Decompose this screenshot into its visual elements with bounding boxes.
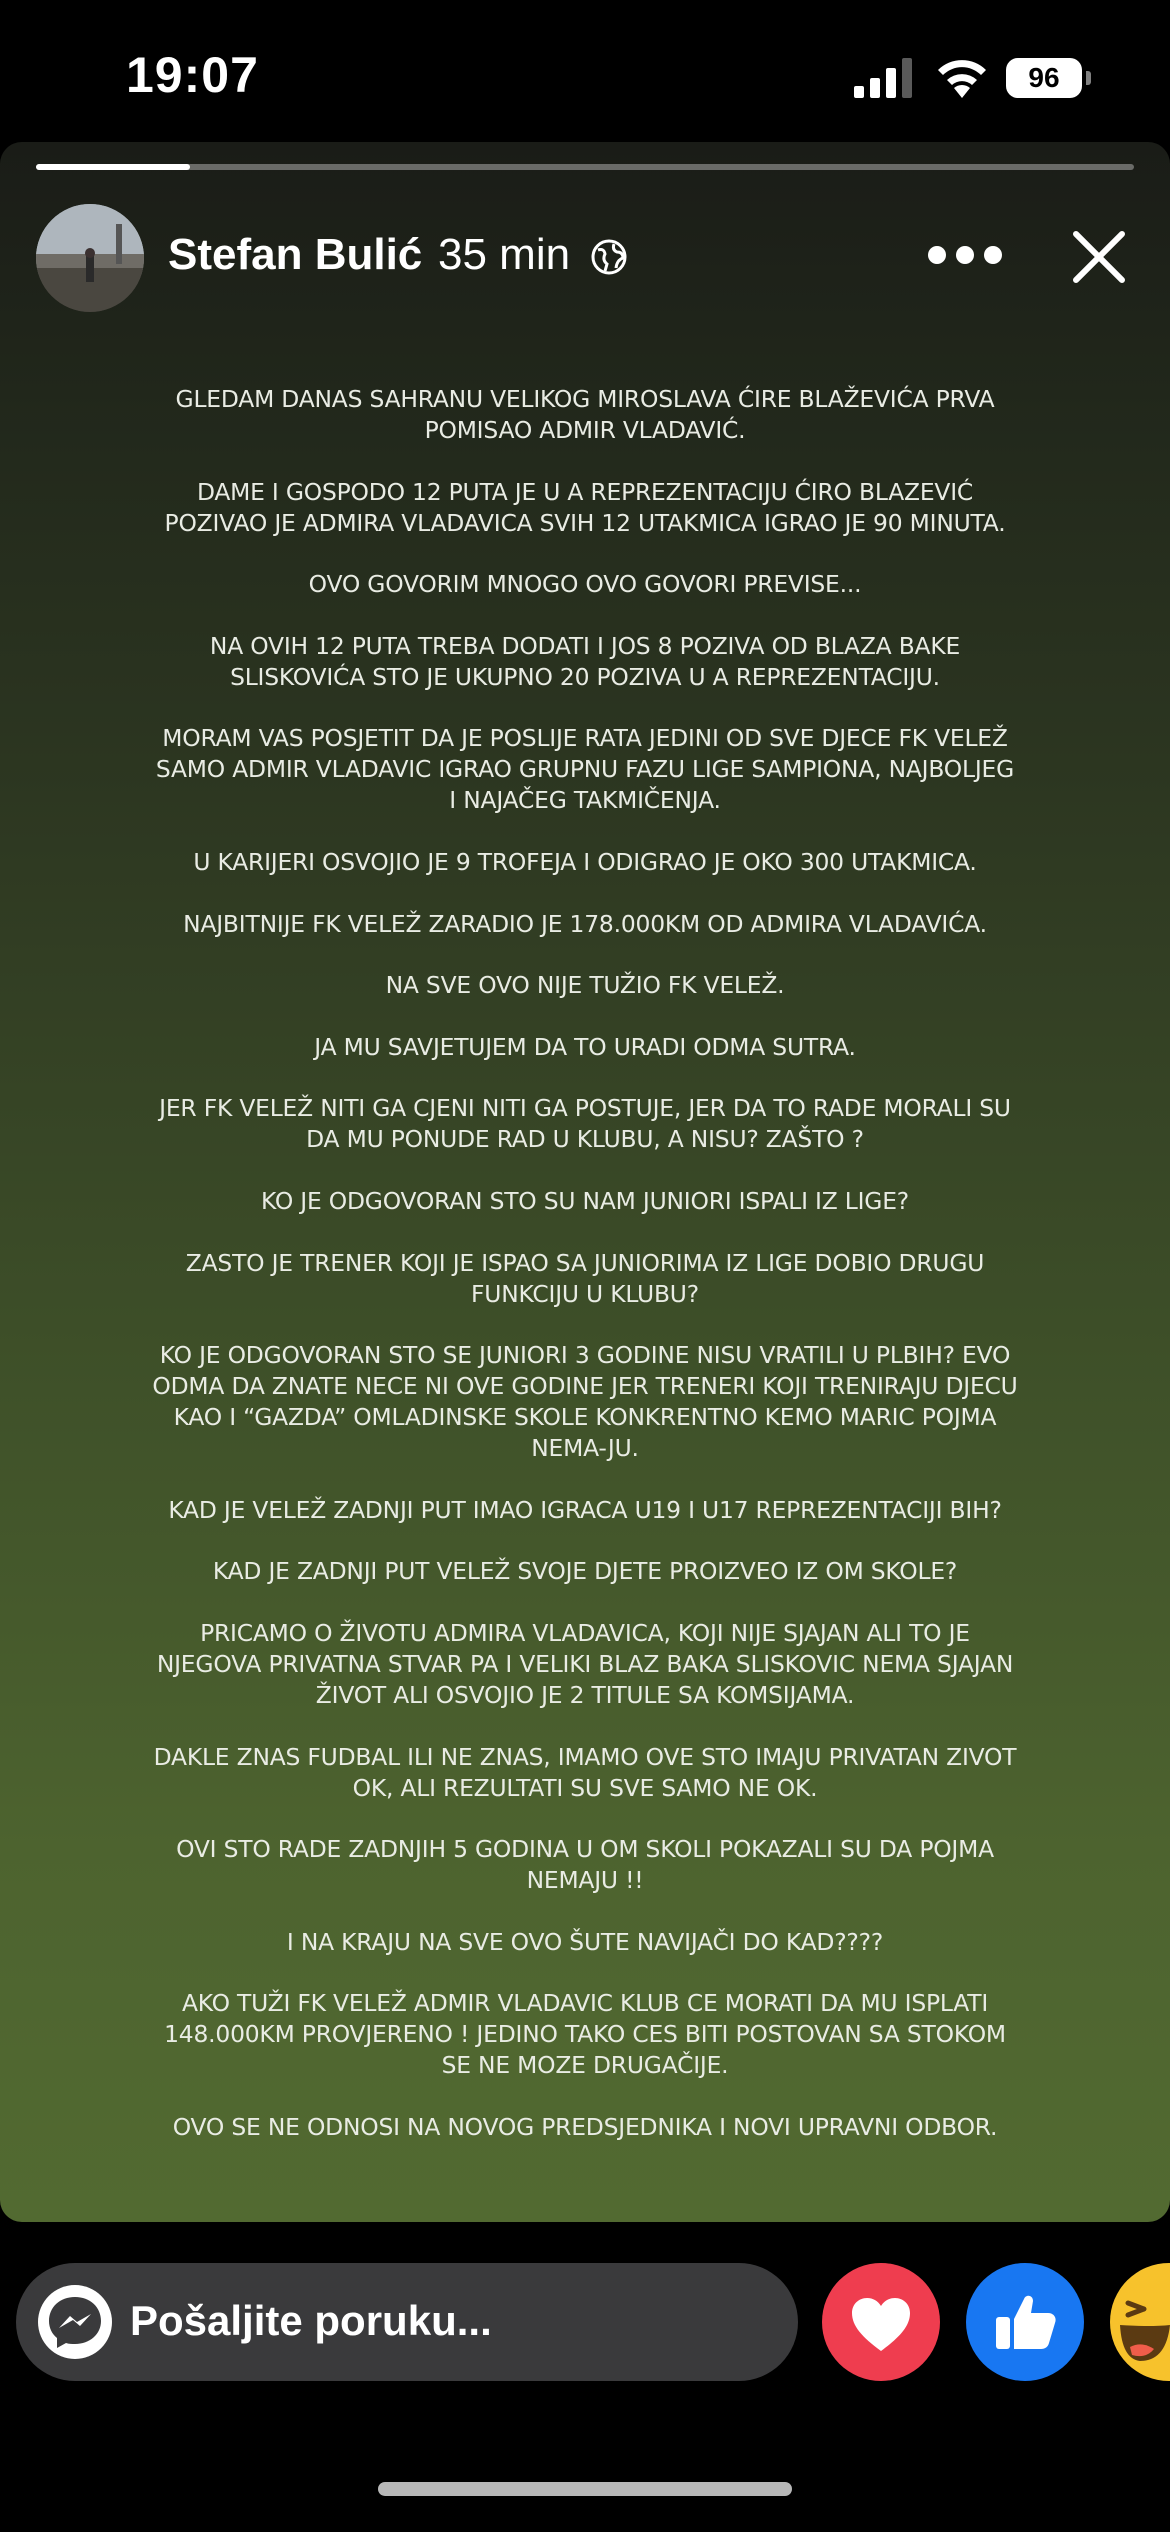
messenger-icon [38, 2285, 112, 2359]
status-bar [0, 0, 1170, 140]
story-paragraph: U KARIJERI OSVOJIO JE 9 TROFEJA I ODIGRAO JE OKO 300 UTAKMICA. [193, 847, 977, 876]
avatar[interactable] [36, 204, 144, 312]
story-paragraph: KAD JE VELEŽ ZADNJI PUT IMAO IGRACA U19 I U17 REPREZENTACIJI BIH? [168, 1495, 1002, 1524]
message-placeholder: Pošaljite poruku... [130, 2297, 492, 2344]
story-paragraph: DAME I GOSPODO 12 PUTA JE U A REPREZENTACIJU ĆIRO BLAZEVIĆ POZIVAO JE ADMIRA VLADAVICA SVIH 12 UTAKMICA IGRAO JE 90 MINUTA. [164, 477, 1006, 537]
story-paragraph: I NA KRAJU NA SVE OVO ŠUTE NAVIJAČI DO KAD???? [286, 1927, 884, 1956]
close-icon[interactable] [1066, 224, 1132, 290]
home-indicator[interactable] [378, 2482, 792, 2496]
haha-reaction-button[interactable] [1110, 2263, 1170, 2381]
story-paragraph: OVO SE NE ODNOSI NA NOVOG PREDSJEDNIKA I NOVI UPRAVNI ODBOR. [172, 2112, 998, 2141]
haha-icon [1110, 2263, 1170, 2381]
story-paragraph: GLEDAM DANAS SAHRANU VELIKOG MIROSLAVA ĆIRE BLAŽEVIĆA PRVA POMISAO ADMIR VLADAVIĆ. [175, 385, 995, 444]
story-progress-bar [36, 164, 1134, 170]
story-paragraph: PRICAMO O ŽIVOTU ADMIRA VLADAVICA, KOJI NIJE SJAJAN ALI TO JE NJEGOVA PRIVATNA STVAR PA I VELIKI BLAZ BAKA SLISKOVIC NEMA SJAJAN ŽIVOT ALI OSVOJIO JE 2 TITULE SA KOMSIJAMA. [156, 1618, 1014, 1709]
message-input[interactable] [16, 2263, 798, 2381]
dot-icon [984, 246, 1002, 264]
battery-level: 96 [1006, 58, 1082, 98]
story-progress-fill [36, 164, 190, 170]
story-paragraph: NAJBITNIJE FK VELEŽ ZARADIO JE 178.000KM OD ADMIRA VLADAVIĆA. [183, 909, 987, 938]
story-paragraph: OVI STO RADE ZADNJIH 5 GODINA U OM SKOLI POKAZALI SU DA POJMA NEMAJU !! [176, 1835, 994, 1895]
dot-icon [928, 246, 946, 264]
thumbs-up-icon [966, 2263, 1084, 2381]
story-paragraph: JER FK VELEŽ NITI GA CJENI NITI GA POSTUJE, JER DA TO RADE MORALI SU DA MU PONUDE RAD U KLUBU, A NISU? ZAŠTO ? [159, 1094, 1011, 1154]
story-paragraph: DAKLE ZNAS FUDBAL ILI NE ZNAS, IMAMO OVE STO IMAJU PRIVATAN ZIVOT OK, ALI REZULTATI SU SVE SAMO NE OK. [153, 1742, 1017, 1802]
story-paragraph: KO JE ODGOVORAN STO SE JUNIORI 3 GODINE NISU VRATILI U PLBIH? EVO ODMA DA ZNATE NECE NI OVE GODINE JER TRENERI KOJI TRENIRAJU DJECU KAO I “GAZDA” OMLADINSKE SKOLE KONKRENTNO KEMO MARIC POJMA NEMA-JU. [152, 1341, 1018, 1463]
story-author-name[interactable]: Stefan Bulić [168, 230, 423, 279]
story-paragraph: NA SVE OVO NIJE TUŽIO FK VELEŽ. [385, 971, 785, 1000]
story-paragraph: ZASTO JE TRENER KOJI JE ISPAO SA JUNIORIMA IZ LIGE DOBIO DRUGU FUNKCIJU U KLUBU? [185, 1248, 985, 1308]
story-time: 35 min [438, 230, 571, 279]
signal-icon [854, 58, 912, 98]
story-card[interactable] [0, 142, 1170, 2222]
story-paragraph: JA MU SAVJETUJEM DA TO URADI ODMA SUTRA. [314, 1032, 856, 1061]
story-paragraph: KAD JE ZADNJI PUT VELEŽ SVOJE DJETE PROIZVEO IZ OM SKOLE? [212, 1557, 958, 1586]
wifi-icon [934, 52, 990, 98]
globe-icon [590, 238, 628, 276]
story-paragraph: NA OVIH 12 PUTA TREBA DODATI I JOS 8 POZIVA OD BLAZA BAKE SLISKOVIĆA STO JE UKUPNO 20 POZIVA U A REPREZENTACIJU. [209, 631, 961, 691]
love-reaction-button[interactable] [822, 2263, 940, 2381]
dot-icon [956, 246, 974, 264]
status-time: 19:07 [126, 47, 259, 103]
story-text [150, 384, 1020, 2173]
story-paragraph: OVO GOVORIM MNOGO OVO GOVORI PREVISE... [308, 570, 862, 599]
like-reaction-button[interactable] [966, 2263, 1084, 2381]
story-paragraph: KO JE ODGOVORAN STO SU NAM JUNIORI ISPALI IZ LIGE? [260, 1186, 910, 1215]
heart-icon [822, 2263, 940, 2381]
more-options-button[interactable] [928, 240, 1002, 270]
reply-bar [0, 2222, 1170, 2532]
battery-icon [1006, 58, 1090, 98]
story-paragraph: MORAM VAS POSJETIT DA JE POSLIJE RATA JEDINI OD SVE DJECE FK VELEŽ SAMO ADMIR VLADAVIC IGRAO GRUPNU FAZU LIGE SAMPIONA, NAJBOLJEG I NAJAČEG TAKMIČENJA. [155, 724, 1015, 815]
story-paragraph: AKO TUŽI FK VELEŽ ADMIR VLADAVIC KLUB CE MORATI DA MU ISPLATI 148.000KM PROVJERENO ! JEDINO TAKO CES BITI POSTOVAN SA STOKOM SE NE MOZE DRUGAČIJE. [164, 1989, 1006, 2080]
